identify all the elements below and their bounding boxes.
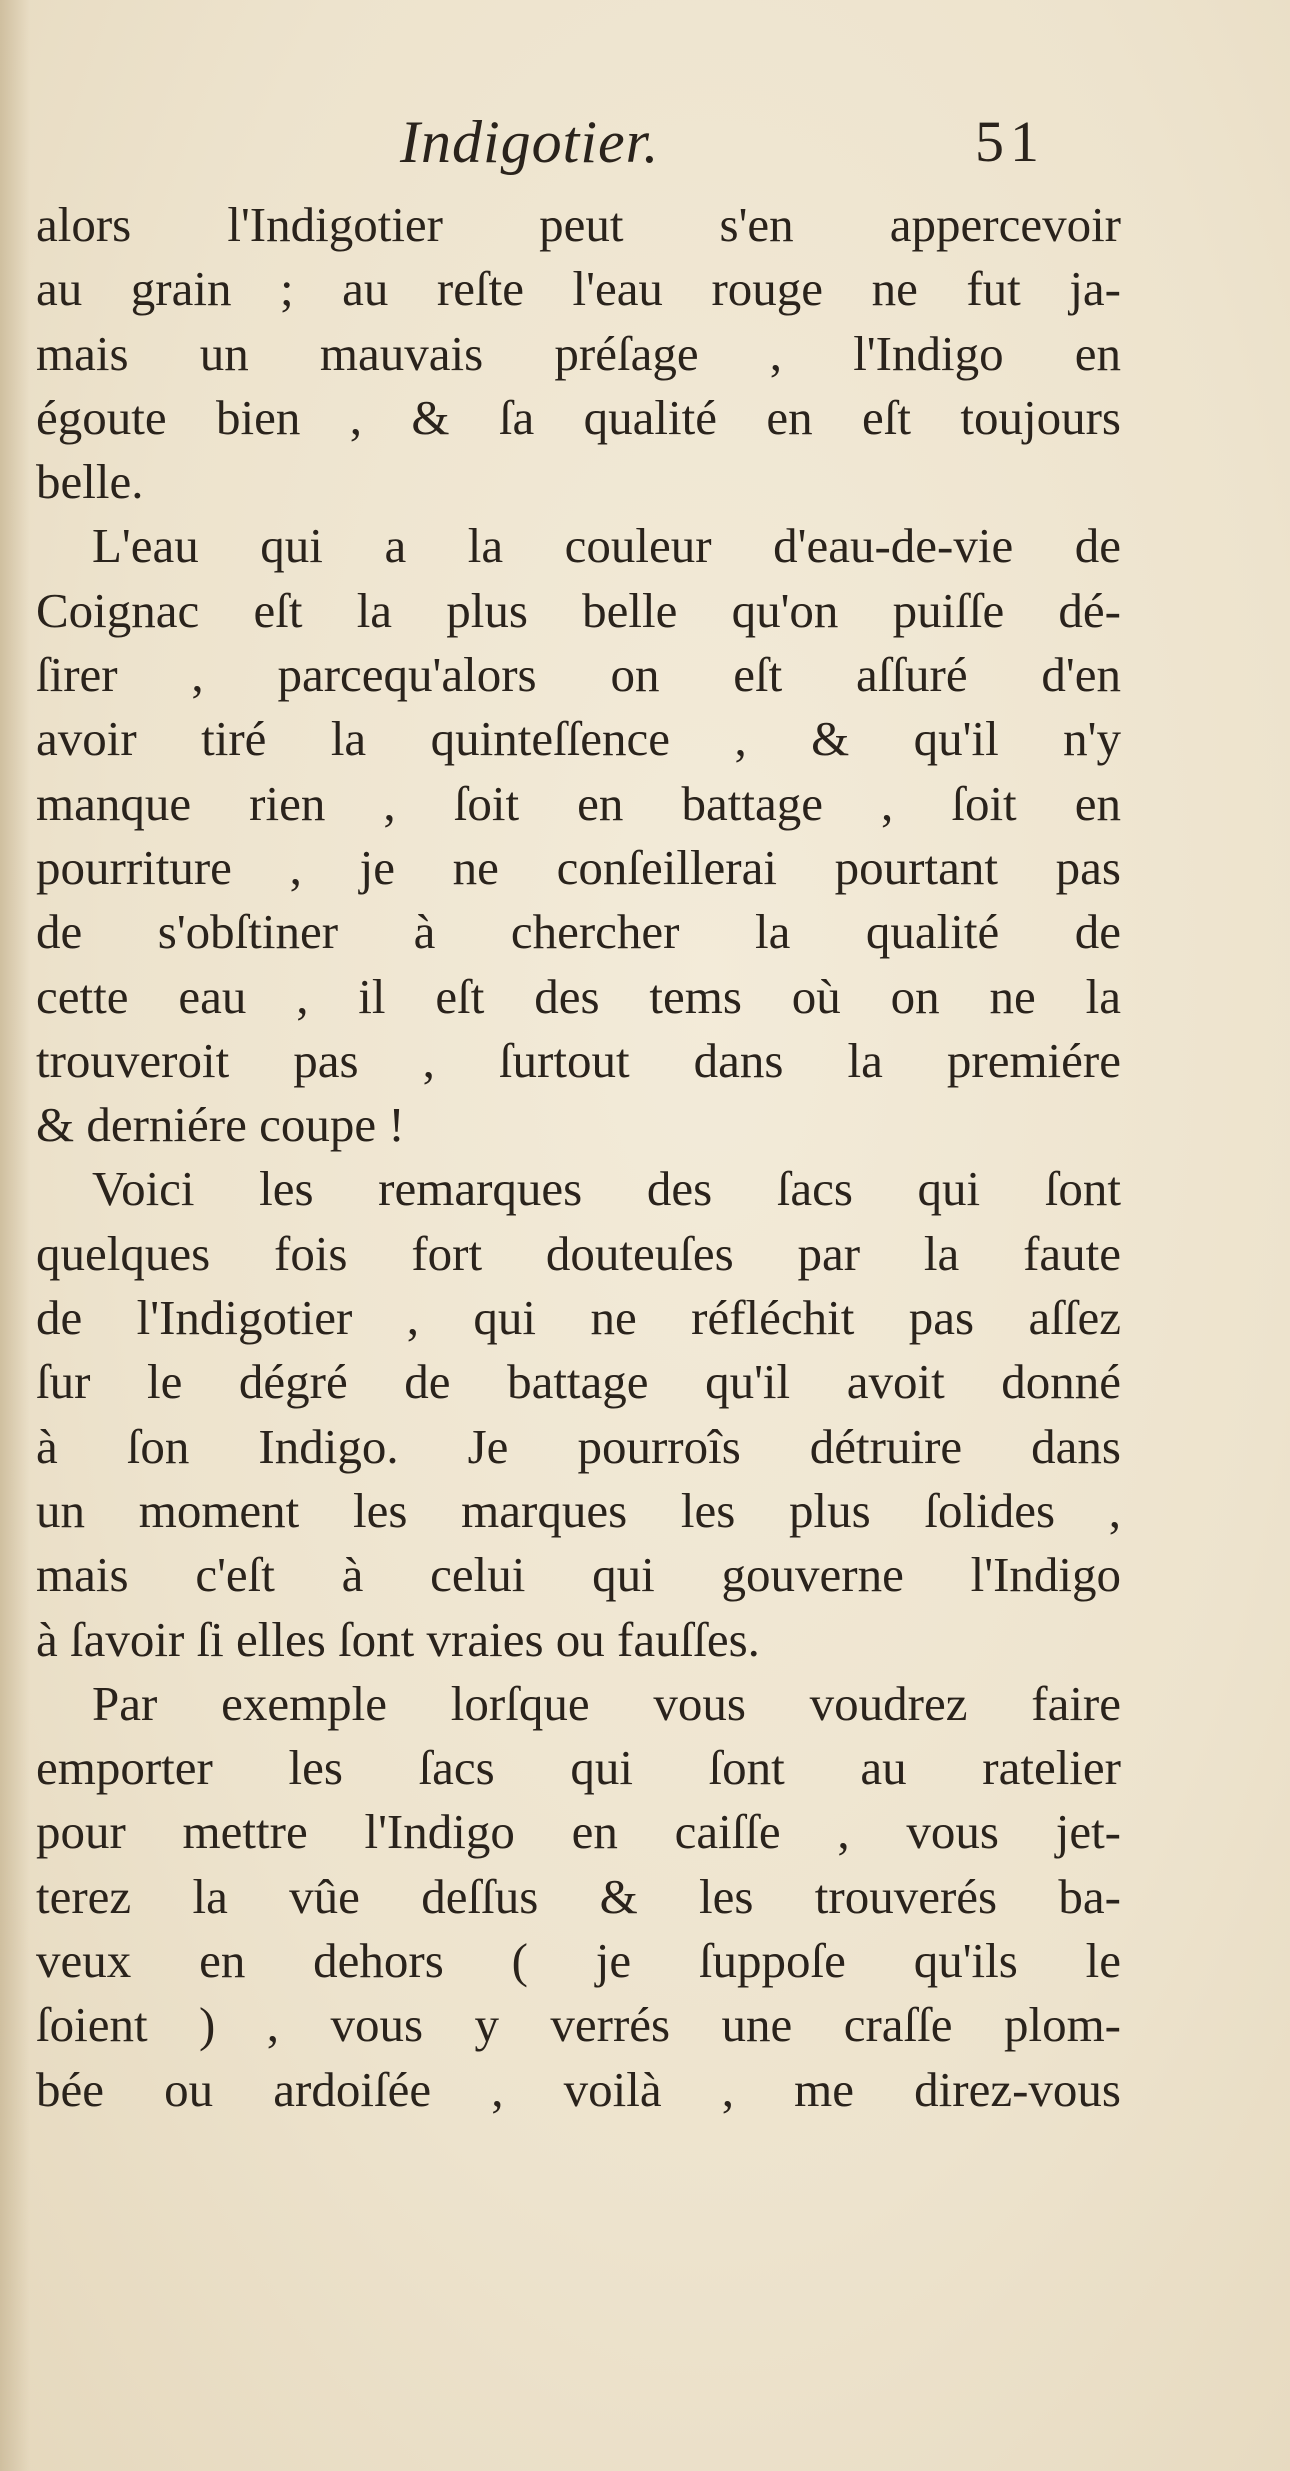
text-line: ſirer , parcequ'alors on eſt aſſuré d'en — [36, 647, 1121, 703]
text-line: terez la vûe deſſus & les trouverés ba- — [36, 1868, 1121, 1924]
text-line: avoir tiré la quinteſſence , & qu'il n'y — [36, 711, 1121, 767]
text-line: un moment les marques les plus ſolides , — [36, 1482, 1121, 1538]
text-line: pour mettre l'Indigo en caiſſe , vous jet- — [36, 1804, 1121, 1860]
text-line: veux en dehors ( je ſuppoſe qu'ils le — [36, 1933, 1121, 1989]
running-head: Indigotier. — [400, 109, 660, 175]
text-line: & derniére coupe ! — [36, 1097, 405, 1153]
text-line: Voici les remarques des ſacs qui ſont — [92, 1161, 1121, 1217]
text-line: pourriture , je ne conſeillerai pourtant pas — [36, 839, 1121, 895]
text-line: ſur le dégré de battage qu'il avoit donné — [36, 1354, 1121, 1410]
text-line: bée ou ardoiſée , voilà , me direz-vous — [36, 2061, 1121, 2117]
text-line: de l'Indigotier , qui ne réfléchit pas aſſez — [36, 1290, 1121, 1346]
text-line: mais un mauvais préſage , l'Indigo en — [36, 325, 1121, 381]
text-line: égoute bien , & ſa qualité en eſt toujours — [36, 389, 1121, 445]
page-number: 51 — [975, 109, 1045, 174]
text-line: de s'obſtiner à chercher la qualité de — [36, 904, 1121, 960]
binding-gutter-shadow — [0, 0, 30, 2471]
text-line: L'eau qui a la couleur d'eau-de-vie de — [92, 518, 1121, 574]
page-header — [0, 108, 1290, 198]
body-text — [36, 193, 1121, 2122]
text-line: Coignac eſt la plus belle qu'on puiſſe dé- — [36, 582, 1121, 638]
text-line: ſoient ) , vous y verrés une craſſe plom- — [36, 1997, 1121, 2053]
text-line: à ſon Indigo. Je pourroîs détruire dans — [36, 1418, 1121, 1474]
text-line: alors l'Indigotier peut s'en appercevoir — [36, 197, 1121, 252]
text-line: au grain ; au reſte l'eau rouge ne fut ja- — [36, 261, 1121, 317]
text-line: Par exemple lorſque vous voudrez faire — [92, 1675, 1121, 1731]
text-line: quelques fois fort douteuſes par la faute — [36, 1225, 1121, 1281]
text-line: cette eau , il eſt des tems où on ne la — [36, 968, 1121, 1024]
text-line: à ſavoir ſi elles ſont vraies ou fauſſes. — [36, 1611, 760, 1667]
text-line: emporter les ſacs qui ſont au ratelier — [36, 1740, 1121, 1796]
text-line: trouveroit pas , ſurtout dans la premiére — [36, 1032, 1121, 1088]
text-line: belle. — [36, 454, 144, 510]
text-line: mais c'eſt à celui qui gouverne l'Indigo — [36, 1547, 1121, 1603]
text-line: manque rien , ſoit en battage , ſoit en — [36, 775, 1121, 831]
